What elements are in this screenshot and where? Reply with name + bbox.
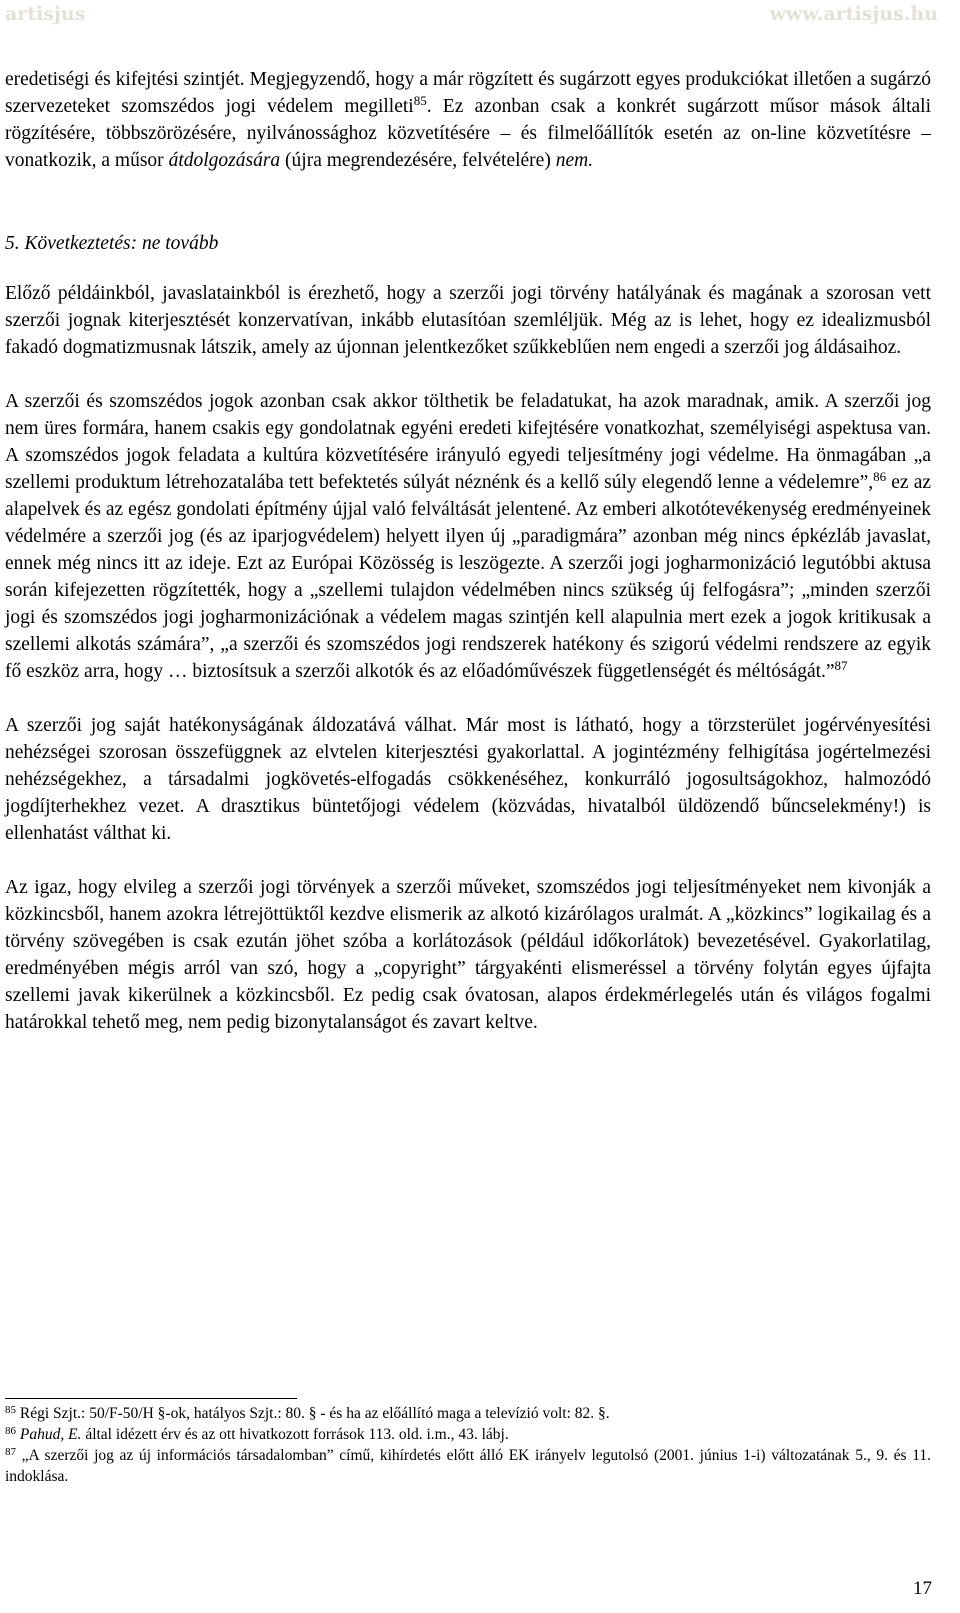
- paragraph-1: Előző példáinkból, javaslatainkból is érezhető, hogy a szerzői jogi törvény hatályának és magának a szorosan vett szerzői jognak kiterjesztését konzervatívan, inkább elutasítóan szemléljük. Még az is lehet, hogy ez idealizmusból fakadó dogmatizmusnak látszik, amely az újonnan jelentkezőket szűkkeblűen nem engedi a szerzői jog áldásaihoz.: [5, 283, 931, 358]
- footnote-number: 85: [5, 1404, 16, 1416]
- paragraph-4: Az igaz, hogy elvileg a szerzői jogi törvények a szerzői műveket, szomszédos jogi teljesítményeket nem kivonják a közkincsből, hanem azokra létrejöttüktől kezdve elismerik az alkotó kizárólagos uralmát. A „közkincs” logikailag és a törvény szövegében is csak ezután jöhet szóba a korlátozások (például időkorlátok) bevezetésével. Gyakorlatilag, eredményében mégis arról van szó, hogy a „copyright” tárgyakénti elismeréssel a törvény folytán egyes újfajta szellemi javak kikerülnek a közkincsből. Ez pedig csak óvatosan, alapos érdekmérlegelés után és világos fogalmi határokkal tehető meg, nem pedig bizonytalanságot és zavart keltve.: [5, 877, 931, 1033]
- emphasis: nem.: [555, 150, 594, 171]
- paragraph-3: A szerzői jog saját hatékonyságának áldozatává válhat. Már most is látható, hogy a törzsterület jogérvényesítési nehézségei szorosan összefüggnek az elvtelen kiterjesztési gyakorlattal. A jogintézmény felhigítása jogértelmezési nehézségekhez, a társadalmi jogkövetés-elfogadás csökkenéséhez, konkurráló jogosultságokhoz, halmozódó jogdíjterhekhez vezet. A drasztikus büntetőjogi védelem (közvádas, hivatalból üldözendő bűncselekmény!) is ellenhatást válthat ki.: [5, 715, 931, 844]
- footnote-85: [5, 1403, 931, 1424]
- footnote-86: [5, 1424, 931, 1445]
- footnote-ref-86: 86: [873, 469, 887, 484]
- page-body: [5, 66, 931, 1036]
- header-url: www.artisjus.hu: [769, 3, 938, 25]
- footnote-ref-87: 87: [834, 658, 848, 673]
- paragraph-intro: [5, 66, 931, 174]
- footnote-87: [5, 1445, 931, 1487]
- paragraph-2: [5, 388, 931, 685]
- header-brand: artisjus: [5, 3, 86, 25]
- page-header: [5, 2, 938, 26]
- footnote-text: által idézett érv és az ott hivatkozott források 113. old. i.m., 43. lábj.: [81, 1426, 509, 1443]
- footnote-number: 87: [5, 1446, 16, 1458]
- section-heading: 5. Következtetés: ne tovább: [5, 233, 219, 254]
- footnote-number: 86: [5, 1425, 16, 1437]
- footnote-separator: [5, 1398, 297, 1399]
- footnotes: [5, 1403, 931, 1487]
- footnote-text: Régi Szjt.: 50/F-50/H §-ok, hatályos Szjt.: 80. § - és ha az előállító maga a televízió volt: 82. §.: [19, 1405, 610, 1422]
- page-number: 17: [913, 1578, 932, 1599]
- paragraph-text: . Ez azonban csak a konkrét sugárzott műsor mások általi rögzítésére, többszörözésére, nyilvánossághoz közvetítésére – és filmelőállítók esetén az on-line közvetítésre – vonatkozik, a műsor: [5, 96, 931, 171]
- paragraph-text: eredetiségi és kifejtési szintjét. Megjegyzendő, hogy a már rögzített és sugárzott egyes produkciókat illetően a sugárzó szervezeteket szomszédos jogi védelem megilleti: [5, 69, 931, 117]
- paragraph-text: (újra megrendezésére, felvételére): [280, 150, 556, 171]
- footnote-text: „A szerzői jog az új információs társadalomban” című, kihírdetés előtt álló EK irányelv legutolsó (2001. június 1-i) változatának 5., 9. és 11. indoklása.: [5, 1447, 932, 1485]
- footnote-ref-85: 85: [413, 93, 427, 108]
- paragraph-text: ez az alapelvek és az egész gondolati építmény újjal való felváltását jelentené. Az emberi alkotótevékenység eredményeinek védelmére a szerzői jog (és az iparjogvédelem) helyett ilyen új „paradigmára” azonban még nincs épkézláb javaslat, ennek még nincs itt az ideje. Ezt az Európai Közösség is leszögezte. A szerzői jogi jogharmonizáció legutóbbi aktusa során kifejezetten rögzítették, hogy a „szellemi tulajdon védelmében nincs szükség új felfogásra”; „minden szerzői jogi és szomszédos jogi jogharmonizációnak a védelem magas szintjén kell alapulnia mert ezek a jogok kritikusak a szellemi alkotás számára”, „a szerzői és szomszédos jogi rendszerek hatékony és szigorú védelmi rendszere az egyik fő eszköz arra, hogy … biztosítsuk a szerzői alkotók és az előadóművészek függetlenségét és méltóságát.”: [5, 472, 932, 682]
- emphasis: átdolgozására: [168, 150, 281, 171]
- paragraph-text: A szerzői és szomszédos jogok azonban csak akkor tölthetik be feladatukat, ha azok maradnak, amik. A szerzői jog nem üres formára, hanem csakis egy gondolatnak egyéni eredeti kifejtésére vonatkozhat, személyiségi aspektusa van. A szomszédos jogok feladata a kultúra közvetítésére irányuló egyedi teljesítmény jogi védelme. Ha önmagában „a szellemi produktum létrehozatalába tett befektetés súlyát néznénk és a kellő súly elegendő lenne a védelemre”,: [5, 391, 931, 493]
- footnote-author: Pahud, E.: [19, 1426, 82, 1443]
